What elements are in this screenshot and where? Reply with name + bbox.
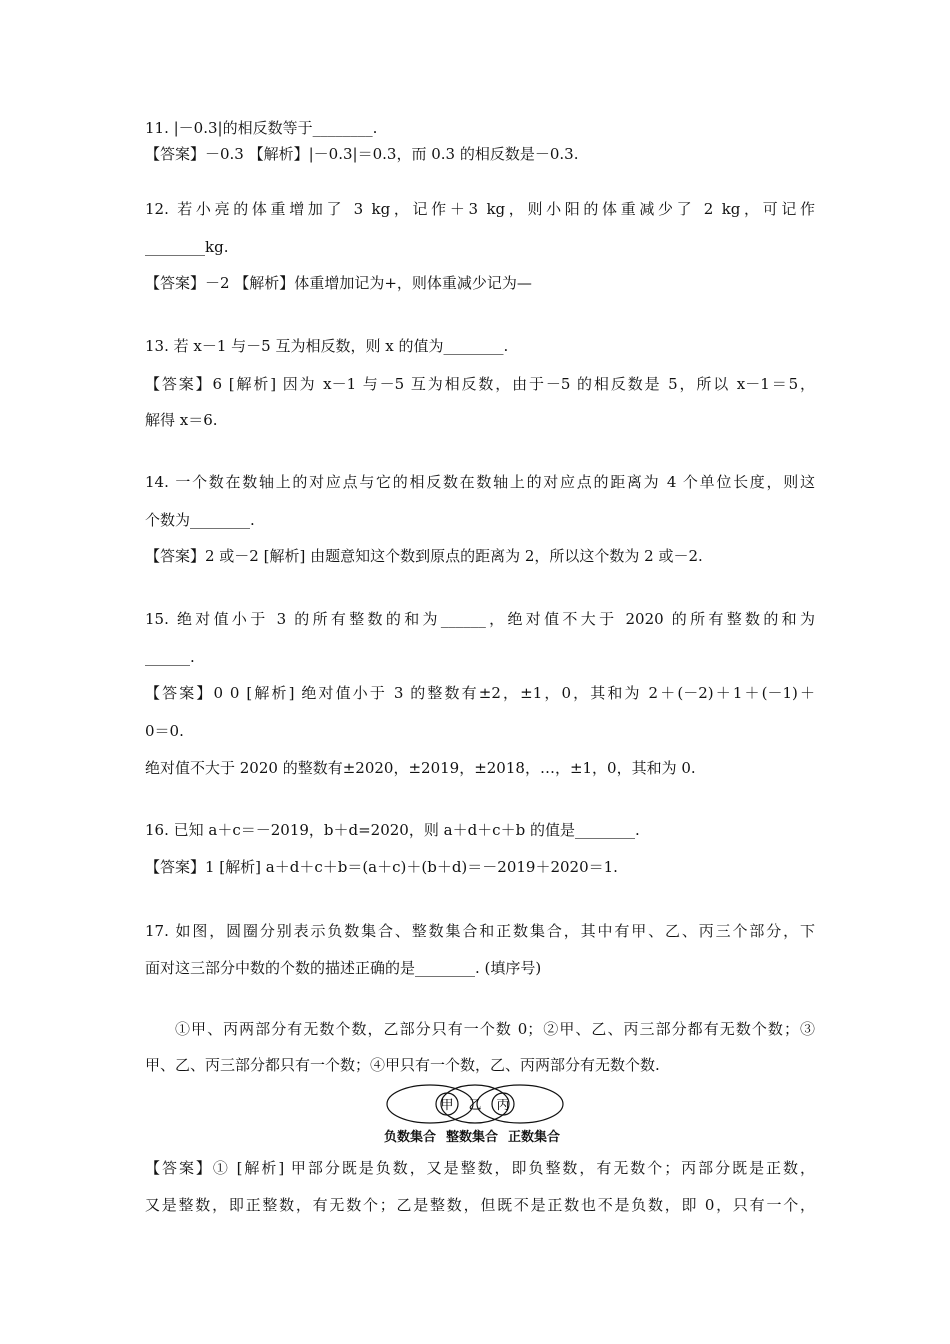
positive-set-circle [477, 1085, 563, 1123]
q17-options-line1: ①甲、丙两部分有无数个数，乙部分只有一个数 0；②甲、乙、丙三部分都有无数个数；③ [175, 1020, 815, 1038]
q15-answer-line3: 绝对值不大于 2020 的整数有±2020，±2019，±2018，…，±1，0，其和为 0. [145, 759, 696, 777]
q17-answer-line2: 又是整数，即正整数，有无数个；乙是整数，但既不是正数也不是负数，即 0，只有一个， [145, 1196, 815, 1214]
q14-answer: 【答案】2 或－2 [解析] 由题意知这个数到原点的距离为 2，所以这个数为 2 或－2. [145, 547, 703, 565]
part-jia-label: 甲 [440, 1098, 454, 1113]
q17-options-line2: 甲、乙、丙三部分都只有一个数；④甲只有一个数，乙、丙两部分有无数个数. [145, 1056, 660, 1074]
q14-question-line2: 个数为________. [145, 511, 255, 529]
q17-answer-line1: 【答案】① [解析] 甲部分既是负数，又是整数，即负整数，有无数个；丙部分既是正数， [145, 1159, 815, 1177]
q15-answer-line2: 0＝0. [145, 722, 184, 740]
negative-set-circle [387, 1085, 473, 1123]
q12-answer: 【答案】－2 【解析】体重增加记为+，则体重减少记为— [145, 274, 532, 292]
q15-question-line1: 15. 绝对值小于 3 的所有整数的和为______，绝对值不大于 2020 的所有整数的和为 [145, 610, 815, 628]
q17-question-line1: 17. 如图，圆圈分别表示负数集合、整数集合和正数集合，其中有甲、乙、丙三个部分，下 [145, 922, 815, 940]
part-yi-label: 乙 [468, 1098, 482, 1113]
q13-question: 13. 若 x－1 与－5 互为相反数，则 x 的值为________. [145, 337, 509, 355]
q14-question-line1: 14. 一个数在数轴上的对应点与它的相反数在数轴上的对应点的距离为 4 个单位长度，则这 [145, 473, 815, 491]
q15-question-line2: ______. [145, 648, 195, 666]
q15-answer-line1: 【答案】0 0 [解析] 绝对值小于 3 的整数有±2，±1，0，其和为 2＋(－2)＋1＋(－1)＋ [145, 684, 815, 702]
integer-set-label: 整数集合 [446, 1130, 499, 1145]
q16-question: 16. 已知 a＋c＝－2019，b＋d=2020，则 a＋d＋c＋b 的值是________. [145, 821, 640, 839]
q12-question-line1: 12. 若小亮的体重增加了 3 kg，记作＋3 kg，则小阳的体重减少了 2 kg，可记作 [145, 200, 815, 218]
q13-answer-line2: 解得 x＝6. [145, 411, 218, 429]
q13-answer-line1: 【答案】6 [解析] 因为 x－1 与－5 互为相反数，由于－5 的相反数是 5，所以 x－1＝5， [145, 375, 815, 393]
negative-set-label: 负数集合 [384, 1130, 437, 1145]
q11-answer: 【答案】－0.3 【解析】|－0.3|＝0.3，而 0.3 的相反数是－0.3. [145, 145, 579, 163]
part-bing-label: 丙 [496, 1098, 510, 1113]
positive-set-label: 正数集合 [508, 1130, 561, 1145]
q16-answer: 【答案】1 [解析] a＋d＋c＋b＝(a＋c)＋(b＋d)＝－2019＋2020＝1. [145, 858, 618, 876]
q12-question-line2: ________kg. [145, 238, 229, 256]
q17-question-line2: 面对这三部分中数的个数的描述正确的是________. (填序号) [145, 959, 542, 977]
q11-question: 11. |－0.3|的相反数等于________. [145, 119, 378, 137]
